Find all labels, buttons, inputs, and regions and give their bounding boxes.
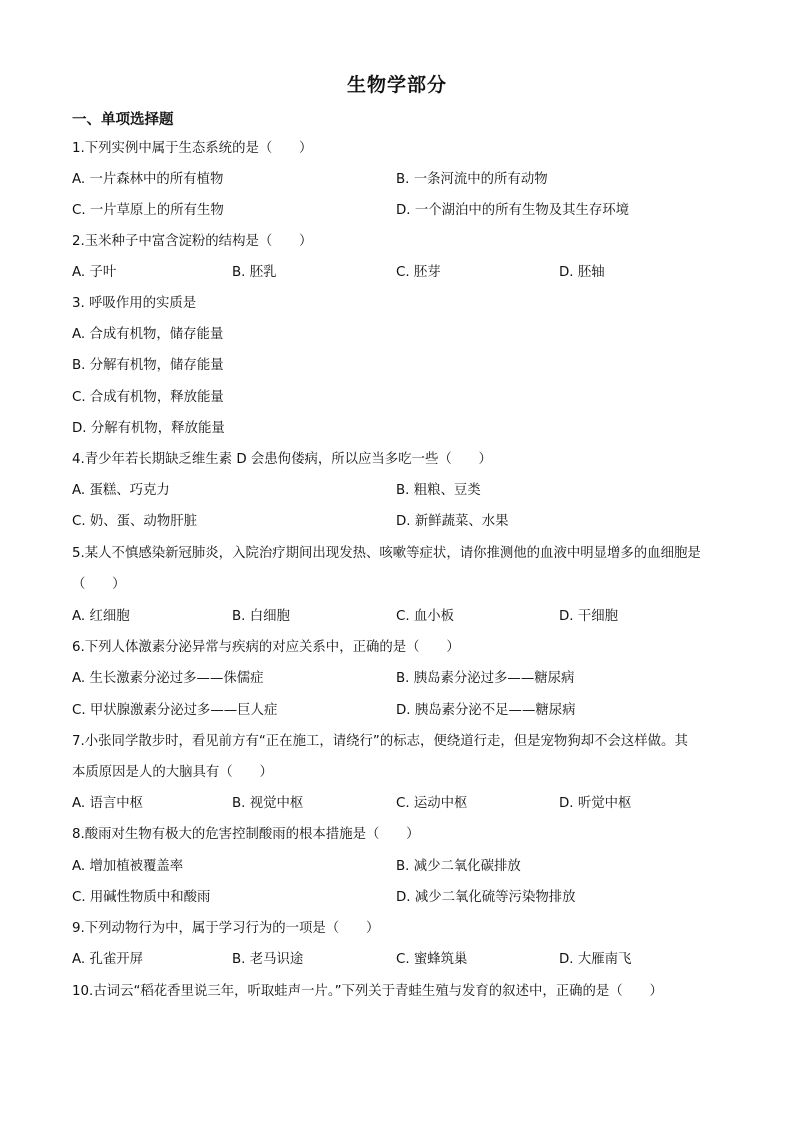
option: A. 合成有机物，储存能量 [72, 327, 224, 342]
option: C. 奶、蛋、动物肝脏 [72, 514, 197, 529]
question-stem: 9.下列动物行为中，属于学习行为的一项是（ ） [72, 921, 380, 936]
option: A. 孔雀开屏 [72, 952, 143, 967]
option: D. 大雁南飞 [559, 952, 632, 967]
option: D. 分解有机物，释放能量 [72, 421, 225, 436]
option: C. 用碱性物质中和酸雨 [72, 890, 211, 905]
question-stem-continued: （ ） [72, 577, 126, 592]
option: C. 血小板 [396, 609, 455, 624]
option: B. 减少二氧化碳排放 [396, 859, 521, 874]
option: B. 视觉中枢 [232, 796, 304, 811]
option: C. 合成有机物，释放能量 [72, 390, 224, 405]
option: D. 胚轴 [559, 265, 605, 280]
question-stem: 1.下列实例中属于生态系统的是（ ） [72, 141, 313, 156]
option: B. 一条河流中的所有动物 [396, 172, 548, 187]
option: A. 红细胞 [72, 609, 130, 624]
option: A. 语言中枢 [72, 796, 143, 811]
question-stem: 2.玉米种子中富含淀粉的结构是（ ） [72, 234, 313, 249]
option: A. 生长激素分泌过多——侏儒症 [72, 671, 264, 686]
option: B. 白细胞 [232, 609, 290, 624]
option: C. 甲状腺激素分泌过多——巨人症 [72, 703, 278, 718]
option: A. 一片森林中的所有植物 [72, 172, 224, 187]
option: B. 粗粮、豆类 [396, 483, 481, 498]
option: B. 胚乳 [232, 265, 277, 280]
option: D. 干细胞 [559, 609, 618, 624]
option: B. 胰岛素分泌过多——糖尿病 [396, 671, 575, 686]
question-stem: 5.某人不慎感染新冠肺炎，入院治疗期间出现发热、咳嗽等症状，请你推测他的血液中明显增多的血细胞是 [72, 546, 701, 561]
option: C. 蜜蜂筑巢 [396, 952, 468, 967]
option: B. 分解有机物，储存能量 [72, 358, 224, 373]
option: A. 子叶 [72, 265, 117, 280]
question-stem: 4.青少年若长期缺乏维生素 D 会患佝偻病，所以应当多吃一些（ ） [72, 452, 492, 467]
option: C. 一片草原上的所有生物 [72, 203, 224, 218]
option: D. 一个湖泊中的所有生物及其生存环境 [396, 203, 630, 218]
question-stem: 8.酸雨对生物有极大的危害控制酸雨的根本措施是（ ） [72, 827, 420, 842]
option: D. 减少二氧化硫等污染物排放 [396, 890, 576, 905]
question-stem-continued: 本质原因是人的大脑具有（ ） [72, 765, 273, 780]
question-stem: 6.下列人体激素分泌异常与疾病的对应关系中，正确的是（ ） [72, 640, 460, 655]
option: C. 胚芽 [396, 265, 441, 280]
option: B. 老马识途 [232, 952, 304, 967]
question-stem: 7.小张同学散步时，看见前方有“正在施工，请绕行”的标志，便绕道行走，但是宠物狗却不会这样做。其 [72, 734, 688, 749]
page-title: 生物学部分 [346, 74, 447, 96]
option: C. 运动中枢 [396, 796, 468, 811]
section-heading: 一、单项选择题 [72, 112, 174, 128]
option: D. 胰岛素分泌不足——糖尿病 [396, 703, 576, 718]
option: A. 增加植被覆盖率 [72, 859, 184, 874]
option: D. 听觉中枢 [559, 796, 632, 811]
option: D. 新鲜蔬菜、水果 [396, 514, 509, 529]
question-stem: 3. 呼吸作用的实质是 [72, 296, 197, 311]
question-stem: 10.古词云“稻花香里说三年，听取蛙声一片。”下列关于青蛙生殖与发育的叙述中，正确的是（ ） [72, 984, 663, 999]
option: A. 蛋糕、巧克力 [72, 483, 170, 498]
